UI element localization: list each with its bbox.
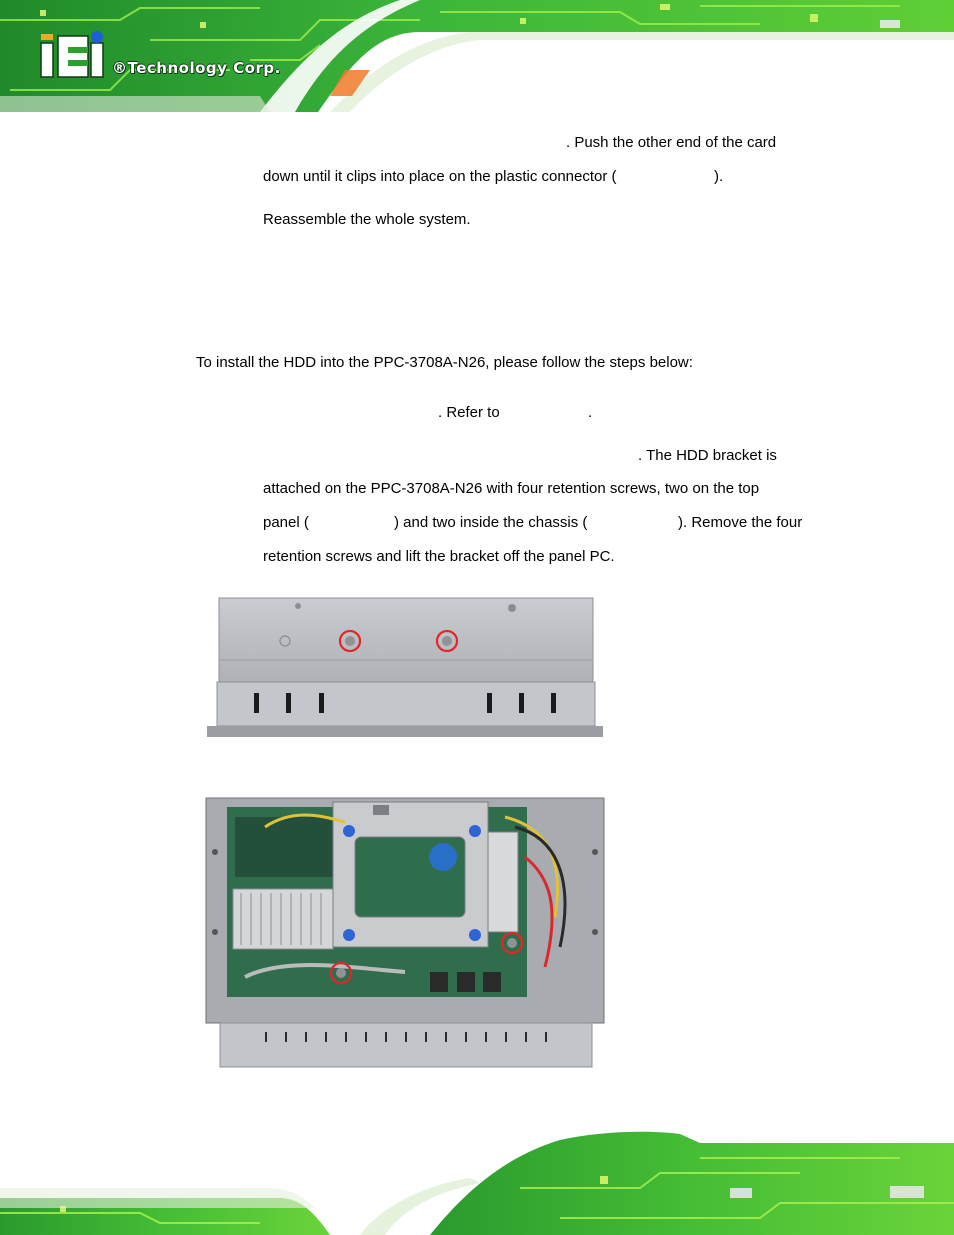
iei-logo — [38, 30, 108, 80]
text-line-1: . Push the other end of the card — [566, 134, 777, 151]
step2-text-a: . The HDD bracket is — [638, 447, 777, 464]
company-name: ®Technology Corp. — [112, 59, 281, 77]
top-panel-photo — [205, 597, 605, 739]
intro-paragraph: To install the HDD into the PPC-3708A-N26, please follow the steps below: — [196, 354, 693, 371]
pcb-footer-graphic — [0, 1128, 954, 1235]
header-banner — [0, 0, 954, 112]
step2-text-c-b: ) and two inside the chassis ( — [394, 514, 588, 531]
text-line-2-end: ). — [714, 168, 724, 185]
text-line-3: Reassemble the whole system. — [263, 211, 471, 228]
footer-banner — [0, 1128, 954, 1235]
step2-text-b: attached on the PPC-3708A-N26 with four retention screws, two on the top — [263, 480, 760, 497]
chassis-interior-photo — [205, 797, 605, 1069]
step1-text-a: . Refer to — [438, 404, 500, 421]
text-line-2: down until it clips into place on the plastic connector ( — [263, 168, 617, 185]
step1-text-b: . — [588, 404, 593, 421]
step2-text-c-c: ). Remove the four — [678, 514, 803, 531]
step2-text-d: retention screws and lift the bracket off the panel PC. — [263, 548, 615, 565]
pcb-header-graphic — [0, 0, 954, 112]
step2-text-c-a: panel ( — [263, 514, 309, 531]
